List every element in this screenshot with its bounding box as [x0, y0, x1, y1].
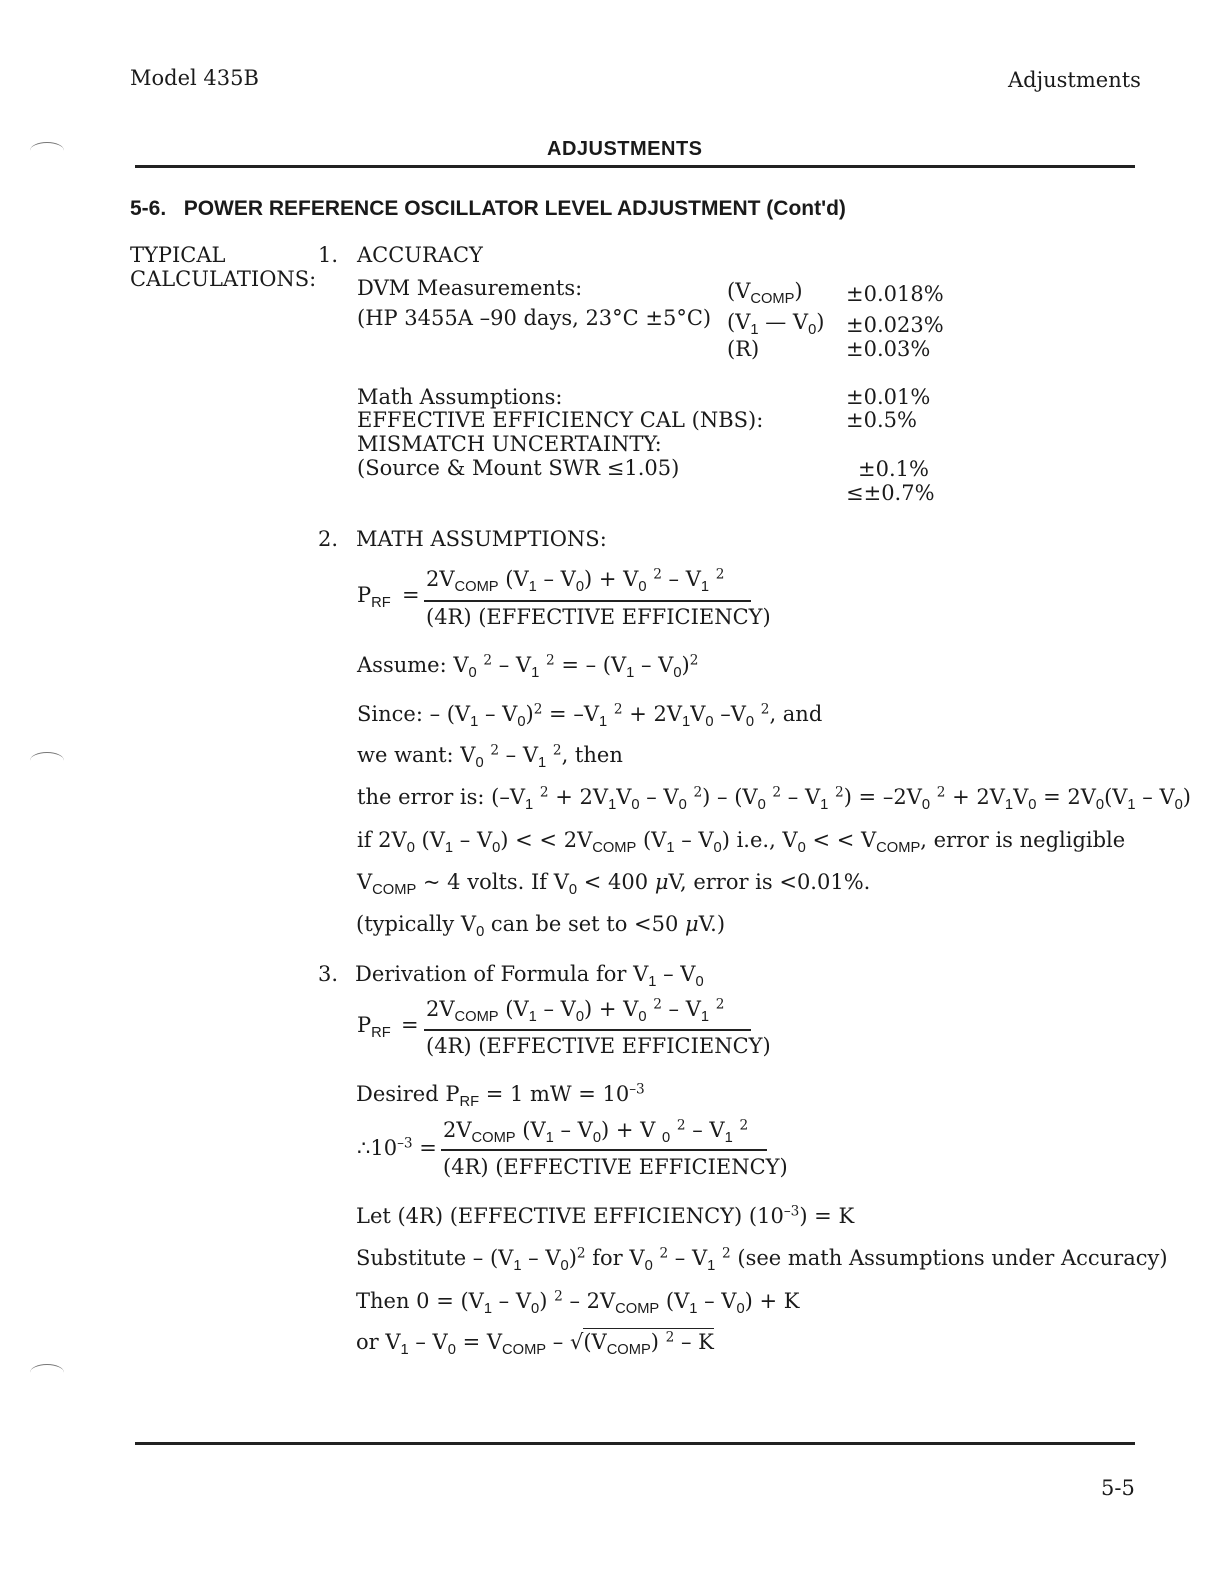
v1-v0-symbol: ($V_1$ — $V_0$): [727, 310, 825, 339]
fraction-bar-3: [441, 1149, 767, 1151]
equals-sign-2: =: [401, 1013, 419, 1037]
side-label-line2: CALCULATIONS:: [130, 267, 317, 291]
substitute-line: Substitute – $(V_1 - V_0)^2$ for $V_0$ $^2 - V_1$ $^2$ (see math Assumptions under Accuracy): [356, 1245, 1168, 1275]
formula-denominator-2: (4R) (EFFECTIVE EFFICIENCY): [426, 1034, 771, 1058]
typically-line: (typically $V_0$ can be set to <50 μV.): [356, 912, 726, 941]
if-line: if $2V_0$ $(V_1 - V_0)$ < < $2V_{COMP}$ $(V_1 - V_0)$ i.e., $V_0$ < < $V_{COMP}$, error is negligible: [357, 828, 1126, 857]
footer-rule: [135, 1442, 1135, 1445]
let-line: Let (4R) (EFFECTIVE EFFICIENCY) $(10^{-3}) = K$: [356, 1203, 855, 1228]
page-heading: ADJUSTMENTS: [547, 138, 703, 160]
page-number: 5-5: [1101, 1476, 1135, 1500]
total-accuracy: ≤±0.7%: [846, 481, 935, 505]
dvm-model: (HP 3455A –90 days, 23°C ±5°C): [357, 306, 712, 330]
formula-numerator-2: $2V_{COMP}$ $(V_1 - V_0) + V_0$ $^2 - V_1$ $^2$: [426, 996, 725, 1026]
prf-symbol-2: $P_{RF}$: [357, 1013, 391, 1042]
radicand: $(V_{COMP})$ $^2$ – K: [583, 1329, 714, 1359]
header-rule: [135, 165, 1135, 168]
math-title: MATH ASSUMPTIONS:: [356, 527, 607, 551]
margin-mark: [30, 1364, 64, 1381]
margin-mark: [30, 142, 64, 159]
error-line: the error is: ($-V_1$ $^2 + 2V_1V_0 - V_0$ $^2) - (V_0$ $^2 - V_1$ $^2) = -2V_0$ $^2 + 2V_1V_0 = 2V_0(V_1 - V_0)$: [357, 784, 1191, 814]
source-swr-label: (Source & Mount SWR ≤1.05): [357, 456, 680, 480]
side-label-line1: TYPICAL: [130, 243, 226, 267]
model-label: Model 435B: [130, 66, 259, 90]
therefore-lhs: $\therefore 10^{-3}$ =: [357, 1135, 437, 1160]
equals-sign: =: [402, 583, 420, 607]
formula-denominator-3: (4R) (EFFECTIVE EFFICIENCY): [443, 1155, 788, 1179]
vcomp-symbol: $(V_{COMP})$: [727, 279, 803, 308]
r-accuracy: ±0.03%: [846, 337, 931, 361]
fraction-bar: [424, 600, 751, 602]
r-symbol: (R): [727, 337, 760, 361]
desired-line: Desired $P_{RF} = 1$ mW = $10^{-3}$: [356, 1081, 645, 1111]
since-line: Since: – $(V_1 - V_0)^2 = -V_1$ $^2 + 2V_1V_0$ $-V_0$ $^2$, and: [357, 701, 823, 731]
assume-line: Assume: $V_0$ $^2 - V_1$ $^2$ = – $(V_1 - V_0)^2$: [357, 652, 699, 682]
eff-cal-label: EFFECTIVE EFFICIENCY CAL (NBS):: [357, 408, 764, 432]
source-swr-value: ±0.1%: [858, 457, 929, 481]
formula-denominator: (4R) (EFFECTIVE EFFICIENCY): [426, 605, 771, 629]
item-number-1: 1.: [318, 243, 339, 267]
math-assumptions-value: ±0.01%: [846, 385, 931, 409]
item-number-3: 3.: [318, 962, 339, 986]
margin-mark: [30, 752, 64, 769]
item-number-2: 2.: [318, 527, 339, 551]
vcomp-line: $V_{COMP}$ ~ 4 volts. If $V_0 < 400$ μV, error is <0.01%.: [357, 870, 871, 899]
dvm-label: DVM Measurements:: [357, 276, 583, 300]
v1v0-accuracy: ±0.023%: [846, 313, 944, 337]
formula-numerator-3: $2V_{COMP}$ $(V_1 - V_0) + V$ $_0$ $^2 - V_1$ $^2$: [443, 1117, 749, 1147]
then-line: Then $0 = (V_1 - V_0)$ $^2 - 2V_{COMP}$ $(V_1 - V_0) + K$: [356, 1288, 800, 1318]
formula-numerator: $2V_{COMP}$ $(V_1 - V_0) + V_0$ $^2 - V_1$ $^2$: [426, 566, 725, 596]
math-assumptions-label: Math Assumptions:: [357, 385, 563, 409]
prf-symbol: $P_{RF}$: [357, 583, 391, 612]
result-line: or $V_1 - V_0 = V_{COMP} - √(V_{COMP})$ $^2$ – K: [356, 1329, 714, 1359]
eff-cal-value: ±0.5%: [846, 408, 917, 432]
derivation-title: Derivation of Formula for $V_1 - V_0$: [355, 962, 704, 991]
section-label: Adjustments: [1008, 68, 1141, 92]
mismatch-label: MISMATCH UNCERTAINTY:: [357, 432, 662, 456]
want-line: we want: $V_0$ $^2 - V_1$ $^2$, then: [357, 742, 623, 772]
section-title: 5-6. POWER REFERENCE OSCILLATOR LEVEL ADJUSTMENT (Cont'd): [130, 197, 846, 220]
accuracy-title: ACCURACY: [357, 243, 483, 267]
fraction-bar-2: [424, 1029, 751, 1031]
vcomp-accuracy: ±0.018%: [846, 282, 944, 306]
